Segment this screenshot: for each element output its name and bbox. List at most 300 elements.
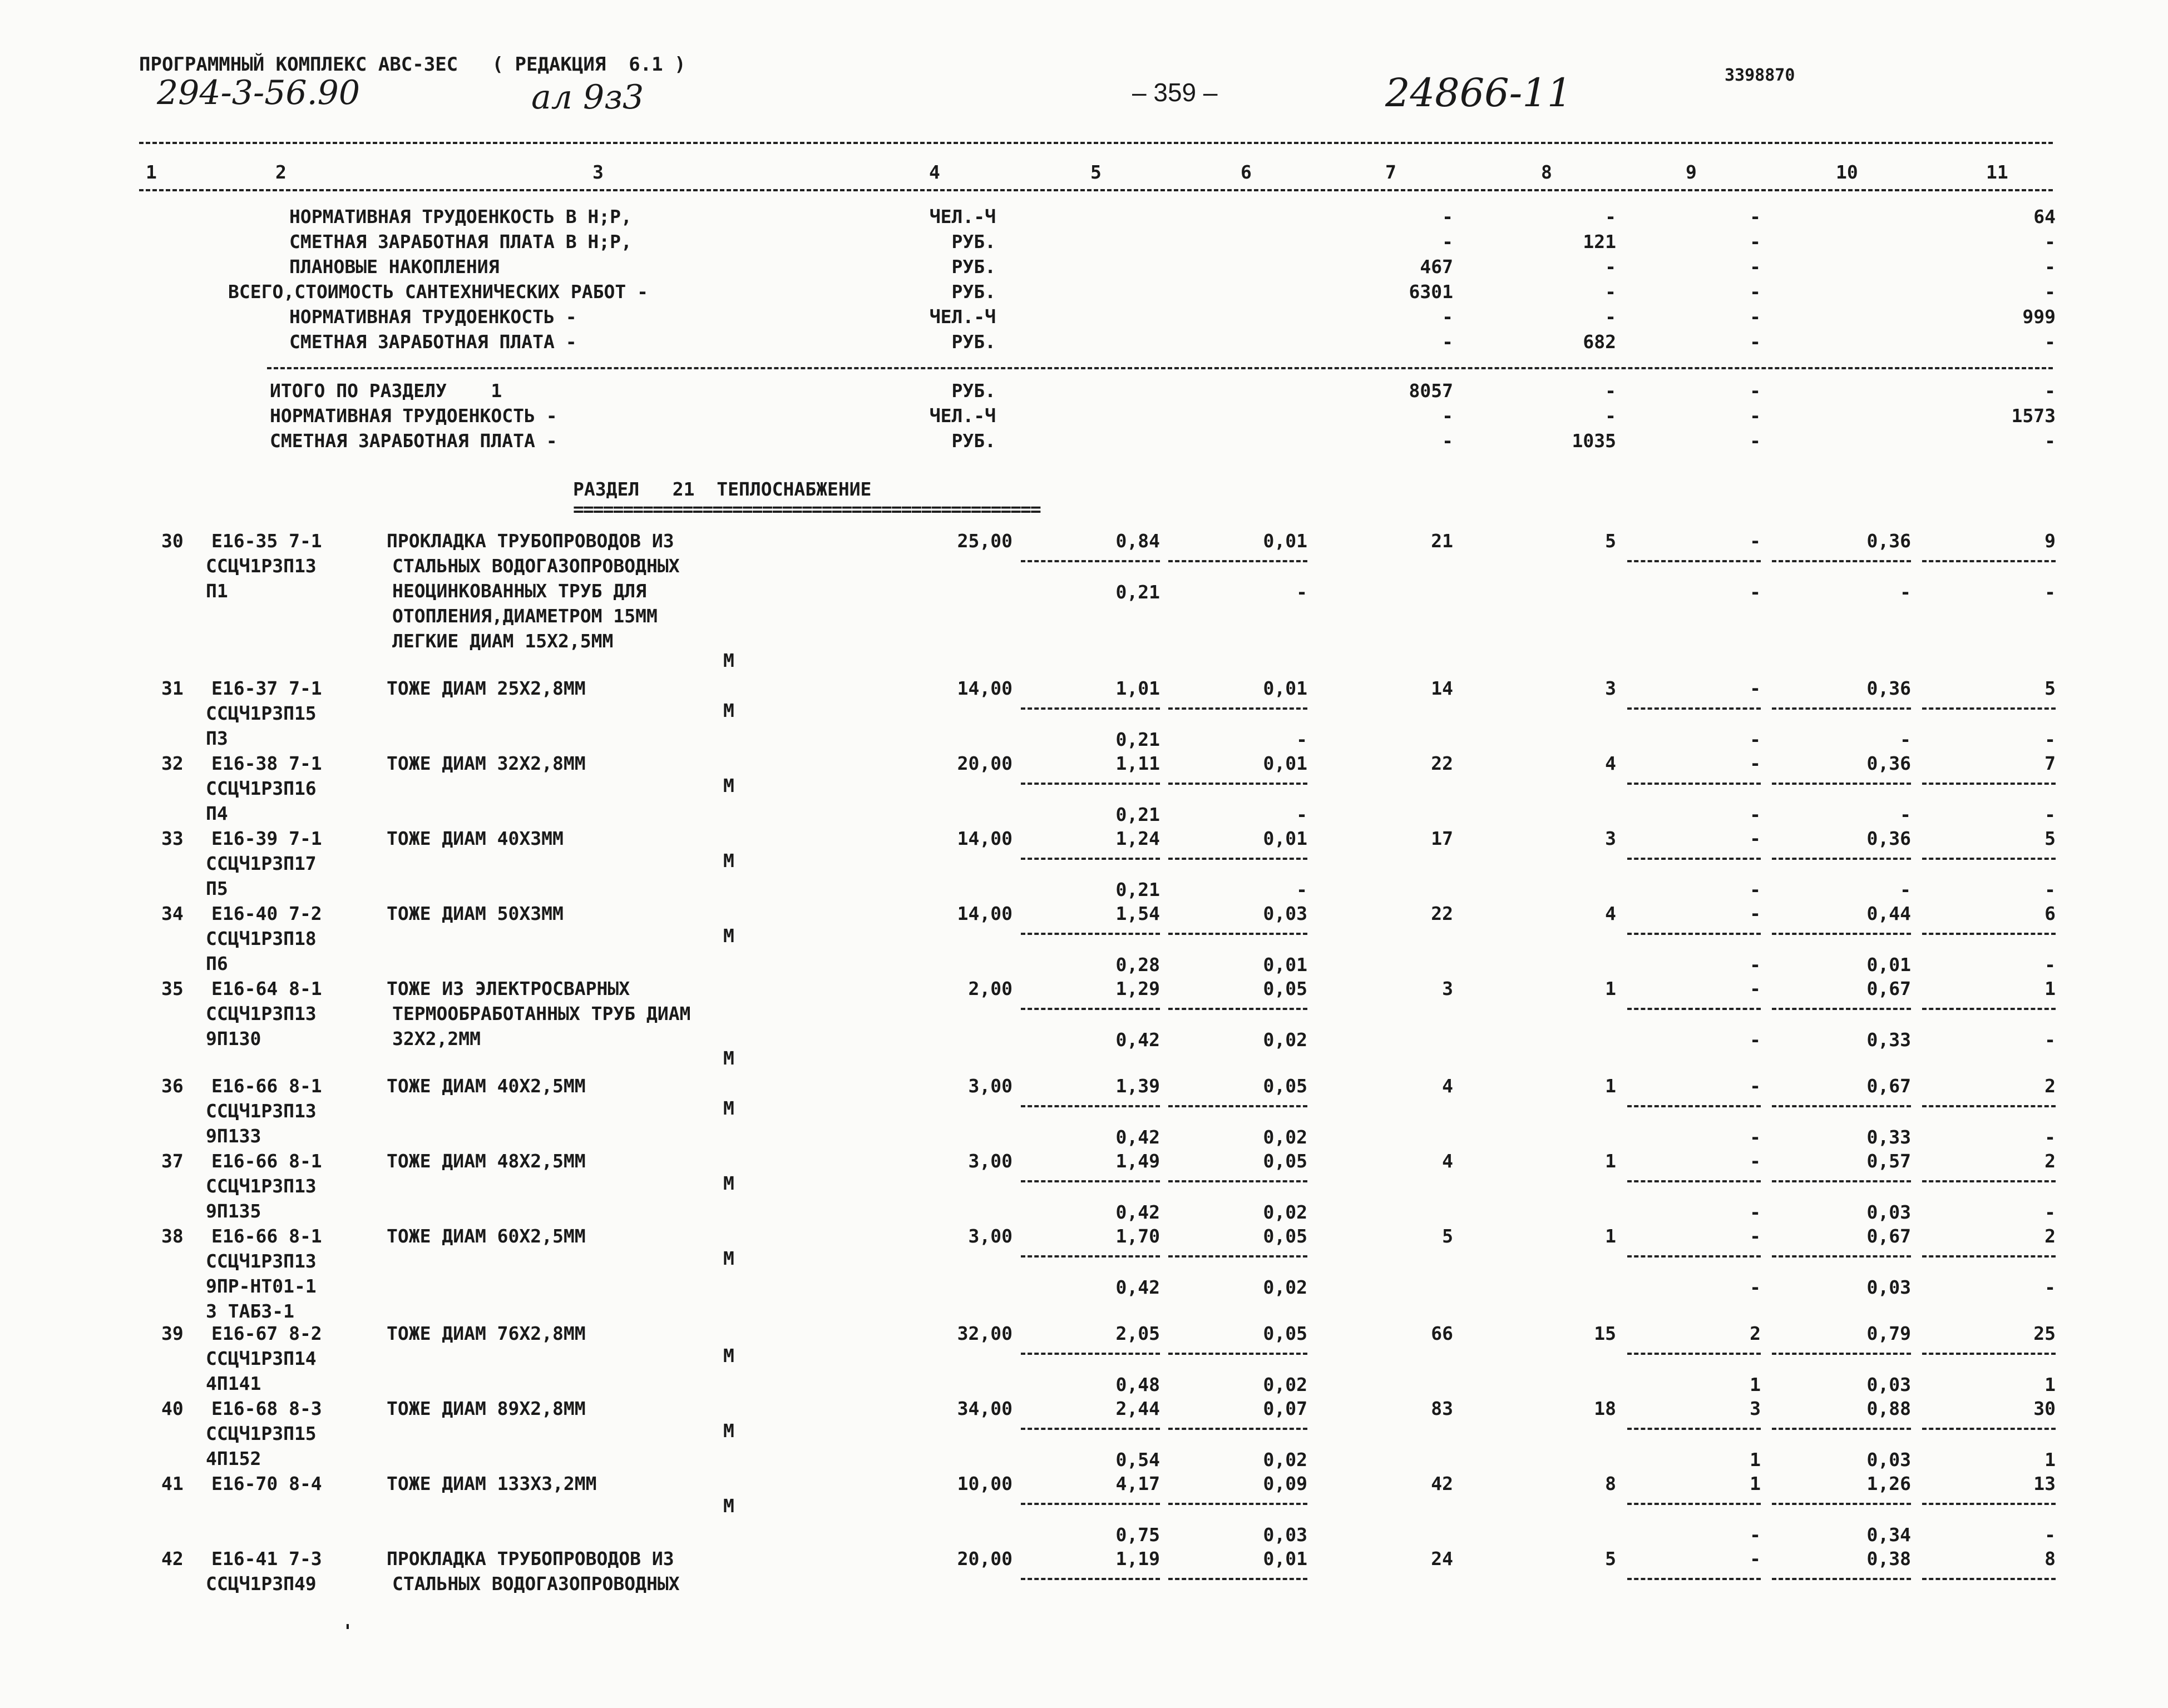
item-code: Е16-64 8-1 xyxy=(211,978,322,999)
item-number: 41 xyxy=(161,1473,184,1494)
summary-unit: ЧЕЛ.-Ч xyxy=(929,306,996,328)
item-c10: 0,67 xyxy=(1866,1075,1911,1097)
item-c11-separator xyxy=(1922,783,2056,785)
item-c6: 0,01 xyxy=(1263,677,1307,699)
item-code: 9П135 xyxy=(206,1200,261,1222)
item-description: СТАЛЬНЫХ ВОДОГАЗОПРОВОДНЫХ xyxy=(392,555,680,577)
item-code: ССЦЧ1Р3П13 xyxy=(206,1175,317,1197)
item-c10-separator xyxy=(1772,707,1911,710)
summary-col7: - xyxy=(1442,405,1453,427)
item-c9-lower: - xyxy=(1750,804,1761,825)
summary-col9: - xyxy=(1750,231,1761,253)
item-c10-lower: - xyxy=(1900,729,1911,750)
item-c6-lower: 0,02 xyxy=(1263,1126,1307,1148)
item-c11: 9 xyxy=(2044,530,2056,552)
item-c5: 0,84 xyxy=(1115,530,1160,552)
item-c11-lower: - xyxy=(2044,1029,2056,1051)
item-code: Е16-66 8-1 xyxy=(211,1225,322,1247)
item-quantity: 14,00 xyxy=(957,677,1013,699)
item-c7: 83 xyxy=(1431,1398,1453,1419)
item-c6-separator xyxy=(1168,1428,1307,1430)
summary-col7: 467 xyxy=(1420,256,1453,278)
item-number: 39 xyxy=(161,1323,184,1344)
table-header-rule xyxy=(139,189,2053,191)
item-c6: 0,05 xyxy=(1263,1323,1307,1344)
item-c9-lower: 1 xyxy=(1750,1374,1761,1395)
item-c11-lower: 1 xyxy=(2044,1449,2056,1471)
summary-label: СМЕТНАЯ ЗАРАБОТНАЯ ПЛАТА - xyxy=(289,331,577,353)
summary-label: НОРМАТИВНАЯ ТРУДОЕНКОСТЬ - xyxy=(270,405,557,427)
item-c11-separator xyxy=(1922,1578,2056,1580)
item-number: 37 xyxy=(161,1150,184,1172)
item-c5-separator xyxy=(1021,858,1160,860)
item-c11: 13 xyxy=(2033,1473,2056,1494)
summary-unit: РУБ. xyxy=(951,281,996,303)
item-c7: 14 xyxy=(1431,677,1453,699)
item-description: 32Х2,2ММ xyxy=(392,1028,481,1049)
item-c6-lower: 0,01 xyxy=(1263,954,1307,976)
item-description: ПРОКЛАДКА ТРУБОПРОВОДОВ ИЗ xyxy=(387,530,674,552)
item-c8: 18 xyxy=(1594,1398,1616,1419)
item-c10: 0,36 xyxy=(1866,530,1911,552)
item-c11-separator xyxy=(1922,1008,2056,1010)
item-c10: 0,88 xyxy=(1866,1398,1911,1419)
item-c5-separator xyxy=(1021,707,1160,710)
item-description: ТОЖЕ ДИАМ 40Х3ММ xyxy=(387,828,564,849)
item-description: ТОЖЕ ДИАМ 50Х3ММ xyxy=(387,903,564,924)
item-c6-lower: - xyxy=(1296,879,1307,900)
item-c8: 5 xyxy=(1605,530,1616,552)
item-c6: 0,03 xyxy=(1263,903,1307,924)
table-top-rule xyxy=(139,142,2053,144)
item-code: ССЦЧ1Р3П17 xyxy=(206,853,317,874)
item-code: ССЦЧ1Р3П14 xyxy=(206,1348,317,1369)
item-c8: 1 xyxy=(1605,1225,1616,1247)
item-c9-separator xyxy=(1627,1180,1761,1182)
item-code: ССЦЧ1Р3П13 xyxy=(206,1250,317,1272)
item-c6: 0,07 xyxy=(1263,1398,1307,1419)
column-header-8: 8 xyxy=(1541,161,1552,183)
item-c5: 1,24 xyxy=(1115,828,1160,849)
item-c10-lower: 0,01 xyxy=(1866,954,1911,976)
item-c9-lower: - xyxy=(1750,1126,1761,1148)
item-c8: 4 xyxy=(1605,903,1616,924)
item-c11-separator xyxy=(1922,933,2056,935)
item-c5-lower: 0,54 xyxy=(1115,1449,1160,1471)
handwritten-project-code: 294-3-56.90 xyxy=(157,73,360,112)
item-description: ТОЖЕ ДИАМ 133Х3,2ММ xyxy=(387,1473,597,1494)
item-c11-lower: - xyxy=(2044,1524,2056,1546)
serial-number: 3398870 xyxy=(1725,66,1795,85)
item-unit: М xyxy=(723,1495,734,1517)
item-c11: 2 xyxy=(2044,1225,2056,1247)
column-header-3: 3 xyxy=(592,161,604,183)
summary-unit: ЧЕЛ.-Ч xyxy=(929,206,996,227)
item-c6: 0,01 xyxy=(1263,530,1307,552)
item-c5-lower: 0,21 xyxy=(1115,804,1160,825)
item-c11-lower: - xyxy=(2044,1201,2056,1223)
item-c11-separator xyxy=(1922,1180,2056,1182)
item-c5: 1,49 xyxy=(1115,1150,1160,1172)
item-c9: - xyxy=(1750,677,1761,699)
item-c11: 30 xyxy=(2033,1398,2056,1419)
item-c11-lower: 1 xyxy=(2044,1374,2056,1395)
column-header-7: 7 xyxy=(1385,161,1396,183)
summary-col8: - xyxy=(1605,405,1616,427)
item-code: ССЦЧ1Р3П16 xyxy=(206,778,317,799)
item-c9-lower: - xyxy=(1750,1524,1761,1546)
item-c8: 4 xyxy=(1605,752,1616,774)
item-c8: 1 xyxy=(1605,1075,1616,1097)
item-code: Е16-38 7-1 xyxy=(211,752,322,774)
summary-col7: 8057 xyxy=(1409,380,1453,402)
item-c10: 0,79 xyxy=(1866,1323,1911,1344)
item-c5: 1,19 xyxy=(1115,1548,1160,1570)
item-c11: 8 xyxy=(2044,1548,2056,1570)
item-quantity: 32,00 xyxy=(957,1323,1013,1344)
item-number: 33 xyxy=(161,828,184,849)
item-c11: 2 xyxy=(2044,1150,2056,1172)
item-c6: 0,01 xyxy=(1263,828,1307,849)
column-header-5: 5 xyxy=(1090,161,1102,183)
item-c11: 5 xyxy=(2044,828,2056,849)
item-code: 9П130 xyxy=(206,1028,261,1049)
item-c9-separator xyxy=(1627,858,1761,860)
program-title: ПРОГРАММНЫЙ КОМПЛЕКС АВС-3ЕС ( РЕДАКЦИЯ 6.1 ) xyxy=(139,53,686,76)
item-c6-lower: - xyxy=(1296,804,1307,825)
item-c9: - xyxy=(1750,978,1761,999)
item-c11: 6 xyxy=(2044,903,2056,924)
item-c5-lower: 0,21 xyxy=(1115,581,1160,603)
summary-unit: РУБ. xyxy=(951,231,996,253)
summary-col11: - xyxy=(2044,231,2056,253)
item-unit: М xyxy=(723,850,734,872)
item-c8: 8 xyxy=(1605,1473,1616,1494)
item-c10: 0,67 xyxy=(1866,978,1911,999)
item-c5-lower: 0,21 xyxy=(1115,729,1160,750)
item-number: 36 xyxy=(161,1075,184,1097)
item-c10: 1,26 xyxy=(1866,1473,1911,1494)
item-c11-separator xyxy=(1922,1255,2056,1258)
item-c5-lower: 0,21 xyxy=(1115,879,1160,900)
item-number: 35 xyxy=(161,978,184,999)
item-c10-separator xyxy=(1772,1503,1911,1505)
item-c10-separator xyxy=(1772,560,1911,562)
item-c10: 0,67 xyxy=(1866,1225,1911,1247)
item-c5: 2,44 xyxy=(1115,1398,1160,1419)
item-c11: 25 xyxy=(2033,1323,2056,1344)
item-c9: 3 xyxy=(1750,1398,1761,1419)
item-c9-lower: 1 xyxy=(1750,1449,1761,1471)
item-c7: 4 xyxy=(1442,1150,1453,1172)
item-c6-lower: 0,02 xyxy=(1263,1276,1307,1298)
item-c10-separator xyxy=(1772,858,1911,860)
item-c10-separator xyxy=(1772,1578,1911,1580)
item-quantity: 20,00 xyxy=(957,1548,1013,1570)
item-c8: 1 xyxy=(1605,978,1616,999)
item-c5-separator xyxy=(1021,933,1160,935)
item-code: 9П133 xyxy=(206,1125,261,1147)
item-c9: - xyxy=(1750,530,1761,552)
item-c6-separator xyxy=(1168,707,1307,710)
item-c10-lower: 0,33 xyxy=(1866,1126,1911,1148)
item-c6-separator xyxy=(1168,933,1307,935)
item-c10: 0,36 xyxy=(1866,677,1911,699)
item-quantity: 3,00 xyxy=(968,1075,1013,1097)
item-c8: 3 xyxy=(1605,677,1616,699)
summary-col9: - xyxy=(1750,306,1761,328)
item-c9: - xyxy=(1750,1150,1761,1172)
item-c9-separator xyxy=(1627,707,1761,710)
item-c9-lower: - xyxy=(1750,954,1761,976)
item-c9: - xyxy=(1750,828,1761,849)
item-c6-separator xyxy=(1168,1105,1307,1107)
item-description: ТОЖЕ ДИАМ 48Х2,5ММ xyxy=(387,1150,586,1172)
item-c11: 2 xyxy=(2044,1075,2056,1097)
item-code: Е16-68 8-3 xyxy=(211,1398,322,1419)
item-c7: 17 xyxy=(1431,828,1453,849)
column-header-1: 1 xyxy=(146,161,157,183)
summary-col9: - xyxy=(1750,206,1761,227)
item-number: 32 xyxy=(161,752,184,774)
summary-col8: - xyxy=(1605,281,1616,303)
item-code: Е16-37 7-1 xyxy=(211,677,322,699)
summary-col7: - xyxy=(1442,430,1453,452)
item-c10: 0,38 xyxy=(1866,1548,1911,1570)
item-c9-separator xyxy=(1627,1105,1761,1107)
item-c9-lower: - xyxy=(1750,1029,1761,1051)
column-header-4: 4 xyxy=(929,161,940,183)
item-number: 30 xyxy=(161,530,184,552)
item-quantity: 14,00 xyxy=(957,828,1013,849)
item-c5: 4,17 xyxy=(1115,1473,1160,1494)
item-c11: 7 xyxy=(2044,752,2056,774)
item-c9: - xyxy=(1750,1225,1761,1247)
column-header-2: 2 xyxy=(275,161,287,183)
summary-label: НОРМАТИВНАЯ ТРУДОЕНКОСТЬ В Н;Р, xyxy=(289,206,643,227)
item-code: Е16-67 8-2 xyxy=(211,1323,322,1344)
summary-col9: - xyxy=(1750,331,1761,353)
column-header-11: 11 xyxy=(1986,161,2008,183)
item-code: Е16-66 8-1 xyxy=(211,1075,322,1097)
item-description: ТОЖЕ ДИАМ 40Х2,5ММ xyxy=(387,1075,586,1097)
item-c10-lower: 0,03 xyxy=(1866,1374,1911,1395)
item-c6-lower: 0,02 xyxy=(1263,1374,1307,1395)
item-c9-lower: - xyxy=(1750,581,1761,603)
item-c5-separator xyxy=(1021,1353,1160,1355)
item-unit: М xyxy=(723,1097,734,1119)
item-c9: - xyxy=(1750,752,1761,774)
item-description: ТОЖЕ ДИАМ 32Х2,8ММ xyxy=(387,752,586,774)
item-c6-separator xyxy=(1168,1255,1307,1258)
item-code: ССЦЧ1Р3П13 xyxy=(206,555,317,577)
item-c5-separator xyxy=(1021,1105,1160,1107)
item-c11-lower: - xyxy=(2044,879,2056,900)
item-c6: 0,05 xyxy=(1263,1150,1307,1172)
item-quantity: 3,00 xyxy=(968,1225,1013,1247)
item-c6-separator xyxy=(1168,560,1307,562)
item-c10-lower: - xyxy=(1900,804,1911,825)
item-c5-separator xyxy=(1021,1008,1160,1010)
item-c11-lower: - xyxy=(2044,1276,2056,1298)
item-c9: 2 xyxy=(1750,1323,1761,1344)
item-code: П1 xyxy=(206,580,228,602)
item-c6-separator xyxy=(1168,783,1307,785)
summary-col8: 682 xyxy=(1583,331,1616,353)
item-quantity: 3,00 xyxy=(968,1150,1013,1172)
summary-col8: - xyxy=(1605,306,1616,328)
item-c7: 24 xyxy=(1431,1548,1453,1570)
item-c9-lower: - xyxy=(1750,1201,1761,1223)
item-c10: 0,57 xyxy=(1866,1150,1911,1172)
item-c9-separator xyxy=(1627,1503,1761,1505)
item-unit: М xyxy=(723,650,734,671)
item-c10-lower: 0,03 xyxy=(1866,1276,1911,1298)
item-quantity: 25,00 xyxy=(957,530,1013,552)
item-c10-separator xyxy=(1772,1105,1911,1107)
item-c8: 5 xyxy=(1605,1548,1616,1570)
item-code: П3 xyxy=(206,727,228,749)
item-c7: 4 xyxy=(1442,1075,1453,1097)
summary-col9: - xyxy=(1750,405,1761,427)
item-c9-separator xyxy=(1627,1353,1761,1355)
item-c10-separator xyxy=(1772,933,1911,935)
summary-col11: 1573 xyxy=(2011,405,2056,427)
item-c5-separator xyxy=(1021,1180,1160,1182)
item-c6: 0,05 xyxy=(1263,978,1307,999)
item-c5-lower: 0,42 xyxy=(1115,1201,1160,1223)
item-c9: - xyxy=(1750,903,1761,924)
item-c9-lower: - xyxy=(1750,879,1761,900)
item-description: ТОЖЕ ДИАМ 89Х2,8ММ xyxy=(387,1398,586,1419)
item-c5-separator xyxy=(1021,1428,1160,1430)
item-c7: 22 xyxy=(1431,752,1453,774)
summary-col9: - xyxy=(1750,256,1761,278)
item-description: ТОЖЕ ДИАМ 25Х2,8ММ xyxy=(387,677,586,699)
item-code: Е16-39 7-1 xyxy=(211,828,322,849)
item-c10-lower: 0,33 xyxy=(1866,1029,1911,1051)
summary-col7: - xyxy=(1442,206,1453,227)
item-code: ССЦЧ1Р3П15 xyxy=(206,1423,317,1444)
item-c10-lower: 0,03 xyxy=(1866,1449,1911,1471)
item-description: ПРОКЛАДКА ТРУБОПРОВОДОВ ИЗ xyxy=(387,1548,674,1570)
summary-col11: - xyxy=(2044,331,2056,353)
summary-col8: - xyxy=(1605,256,1616,278)
summary-unit: ЧЕЛ.-Ч xyxy=(929,405,996,427)
item-c5: 1,54 xyxy=(1115,903,1160,924)
item-unit: М xyxy=(723,1047,734,1069)
item-c8: 3 xyxy=(1605,828,1616,849)
item-c6-lower: 0,02 xyxy=(1263,1029,1307,1051)
item-c6-lower: 0,02 xyxy=(1263,1201,1307,1223)
item-unit: М xyxy=(723,1420,734,1442)
item-c6: 0,05 xyxy=(1263,1225,1307,1247)
item-unit: М xyxy=(723,1172,734,1194)
item-c6: 0,09 xyxy=(1263,1473,1307,1494)
item-c9-separator xyxy=(1627,783,1761,785)
item-c11-separator xyxy=(1922,1503,2056,1505)
item-c6-separator xyxy=(1168,1008,1307,1010)
item-c6: 0,01 xyxy=(1263,752,1307,774)
summary-col11: - xyxy=(2044,281,2056,303)
item-c7: 22 xyxy=(1431,903,1453,924)
item-c8: 15 xyxy=(1594,1323,1616,1344)
item-c9-separator xyxy=(1627,933,1761,935)
item-quantity: 34,00 xyxy=(957,1398,1013,1419)
item-c9: - xyxy=(1750,1548,1761,1570)
item-c5-separator xyxy=(1021,1503,1160,1505)
item-code: 4П152 xyxy=(206,1448,261,1469)
item-description: СТАЛЬНЫХ ВОДОГАЗОПРОВОДНЫХ xyxy=(392,1573,680,1595)
item-c11-separator xyxy=(1922,707,2056,710)
item-description: ТОЖЕ ДИАМ 60Х2,5ММ xyxy=(387,1225,586,1247)
item-description: ТОЖЕ ИЗ ЭЛЕКТРОСВАРНЫХ xyxy=(387,978,630,999)
item-code: ССЦЧ1Р3П13 xyxy=(206,1003,317,1024)
item-unit: М xyxy=(723,925,734,947)
item-code: 4П141 xyxy=(206,1373,261,1394)
item-quantity: 10,00 xyxy=(957,1473,1013,1494)
summary-col9: - xyxy=(1750,380,1761,402)
summary-label: СМЕТНАЯ ЗАРАБОТНАЯ ПЛАТА - xyxy=(270,430,557,452)
item-c5-lower: 0,75 xyxy=(1115,1524,1160,1546)
summary-col11: - xyxy=(2044,430,2056,452)
summary-label: НОРМАТИВНАЯ ТРУДОЕНКОСТЬ - xyxy=(289,306,577,328)
item-c7: 21 xyxy=(1431,530,1453,552)
item-c11: 5 xyxy=(2044,677,2056,699)
item-c5-lower: 0,28 xyxy=(1115,954,1160,976)
summary-col7: - xyxy=(1442,306,1453,328)
item-c5-separator xyxy=(1021,783,1160,785)
item-c10: 0,36 xyxy=(1866,828,1911,849)
column-header-10: 10 xyxy=(1836,161,1858,183)
summary-divider xyxy=(267,367,2053,369)
item-c9-lower: - xyxy=(1750,1276,1761,1298)
item-c5-lower: 0,42 xyxy=(1115,1276,1160,1298)
summary-col8: - xyxy=(1605,206,1616,227)
item-quantity: 20,00 xyxy=(957,752,1013,774)
item-c10-separator xyxy=(1772,1008,1911,1010)
item-code: П4 xyxy=(206,803,228,824)
item-c10-separator xyxy=(1772,1353,1911,1355)
item-c7: 66 xyxy=(1431,1323,1453,1344)
item-c5-lower: 0,42 xyxy=(1115,1126,1160,1148)
item-description: ТЕРМООБРАБОТАННЫХ ТРУБ ДИАМ xyxy=(392,1003,691,1024)
item-code: Е16-40 7-2 xyxy=(211,903,322,924)
item-c6: 0,05 xyxy=(1263,1075,1307,1097)
item-c7: 5 xyxy=(1442,1225,1453,1247)
item-c6-separator xyxy=(1168,1353,1307,1355)
summary-col11: 999 xyxy=(2022,306,2056,328)
item-number: 38 xyxy=(161,1225,184,1247)
summary-col9: - xyxy=(1750,430,1761,452)
summary-unit: РУБ. xyxy=(951,256,996,278)
item-c5-lower: 0,48 xyxy=(1115,1374,1160,1395)
item-c5: 1,70 xyxy=(1115,1225,1160,1247)
item-c5: 1,29 xyxy=(1115,978,1160,999)
item-c5: 1,39 xyxy=(1115,1075,1160,1097)
item-description: НЕОЦИНКОВАННЫХ ТРУБ ДЛЯ xyxy=(392,580,646,602)
item-code: ССЦЧ1Р3П18 xyxy=(206,928,317,949)
summary-label: ВСЕГО,СТОИМОСТЬ САНТЕХНИЧЕСКИХ РАБОТ - xyxy=(228,281,648,303)
handwritten-album: ал 9з3 xyxy=(531,78,644,117)
item-c6-separator xyxy=(1168,858,1307,860)
item-c9: 1 xyxy=(1750,1473,1761,1494)
item-code: Е16-66 8-1 xyxy=(211,1150,322,1172)
summary-col8: - xyxy=(1605,380,1616,402)
item-unit: М xyxy=(723,700,734,721)
item-c8: 1 xyxy=(1605,1150,1616,1172)
item-c9-separator xyxy=(1627,560,1761,562)
